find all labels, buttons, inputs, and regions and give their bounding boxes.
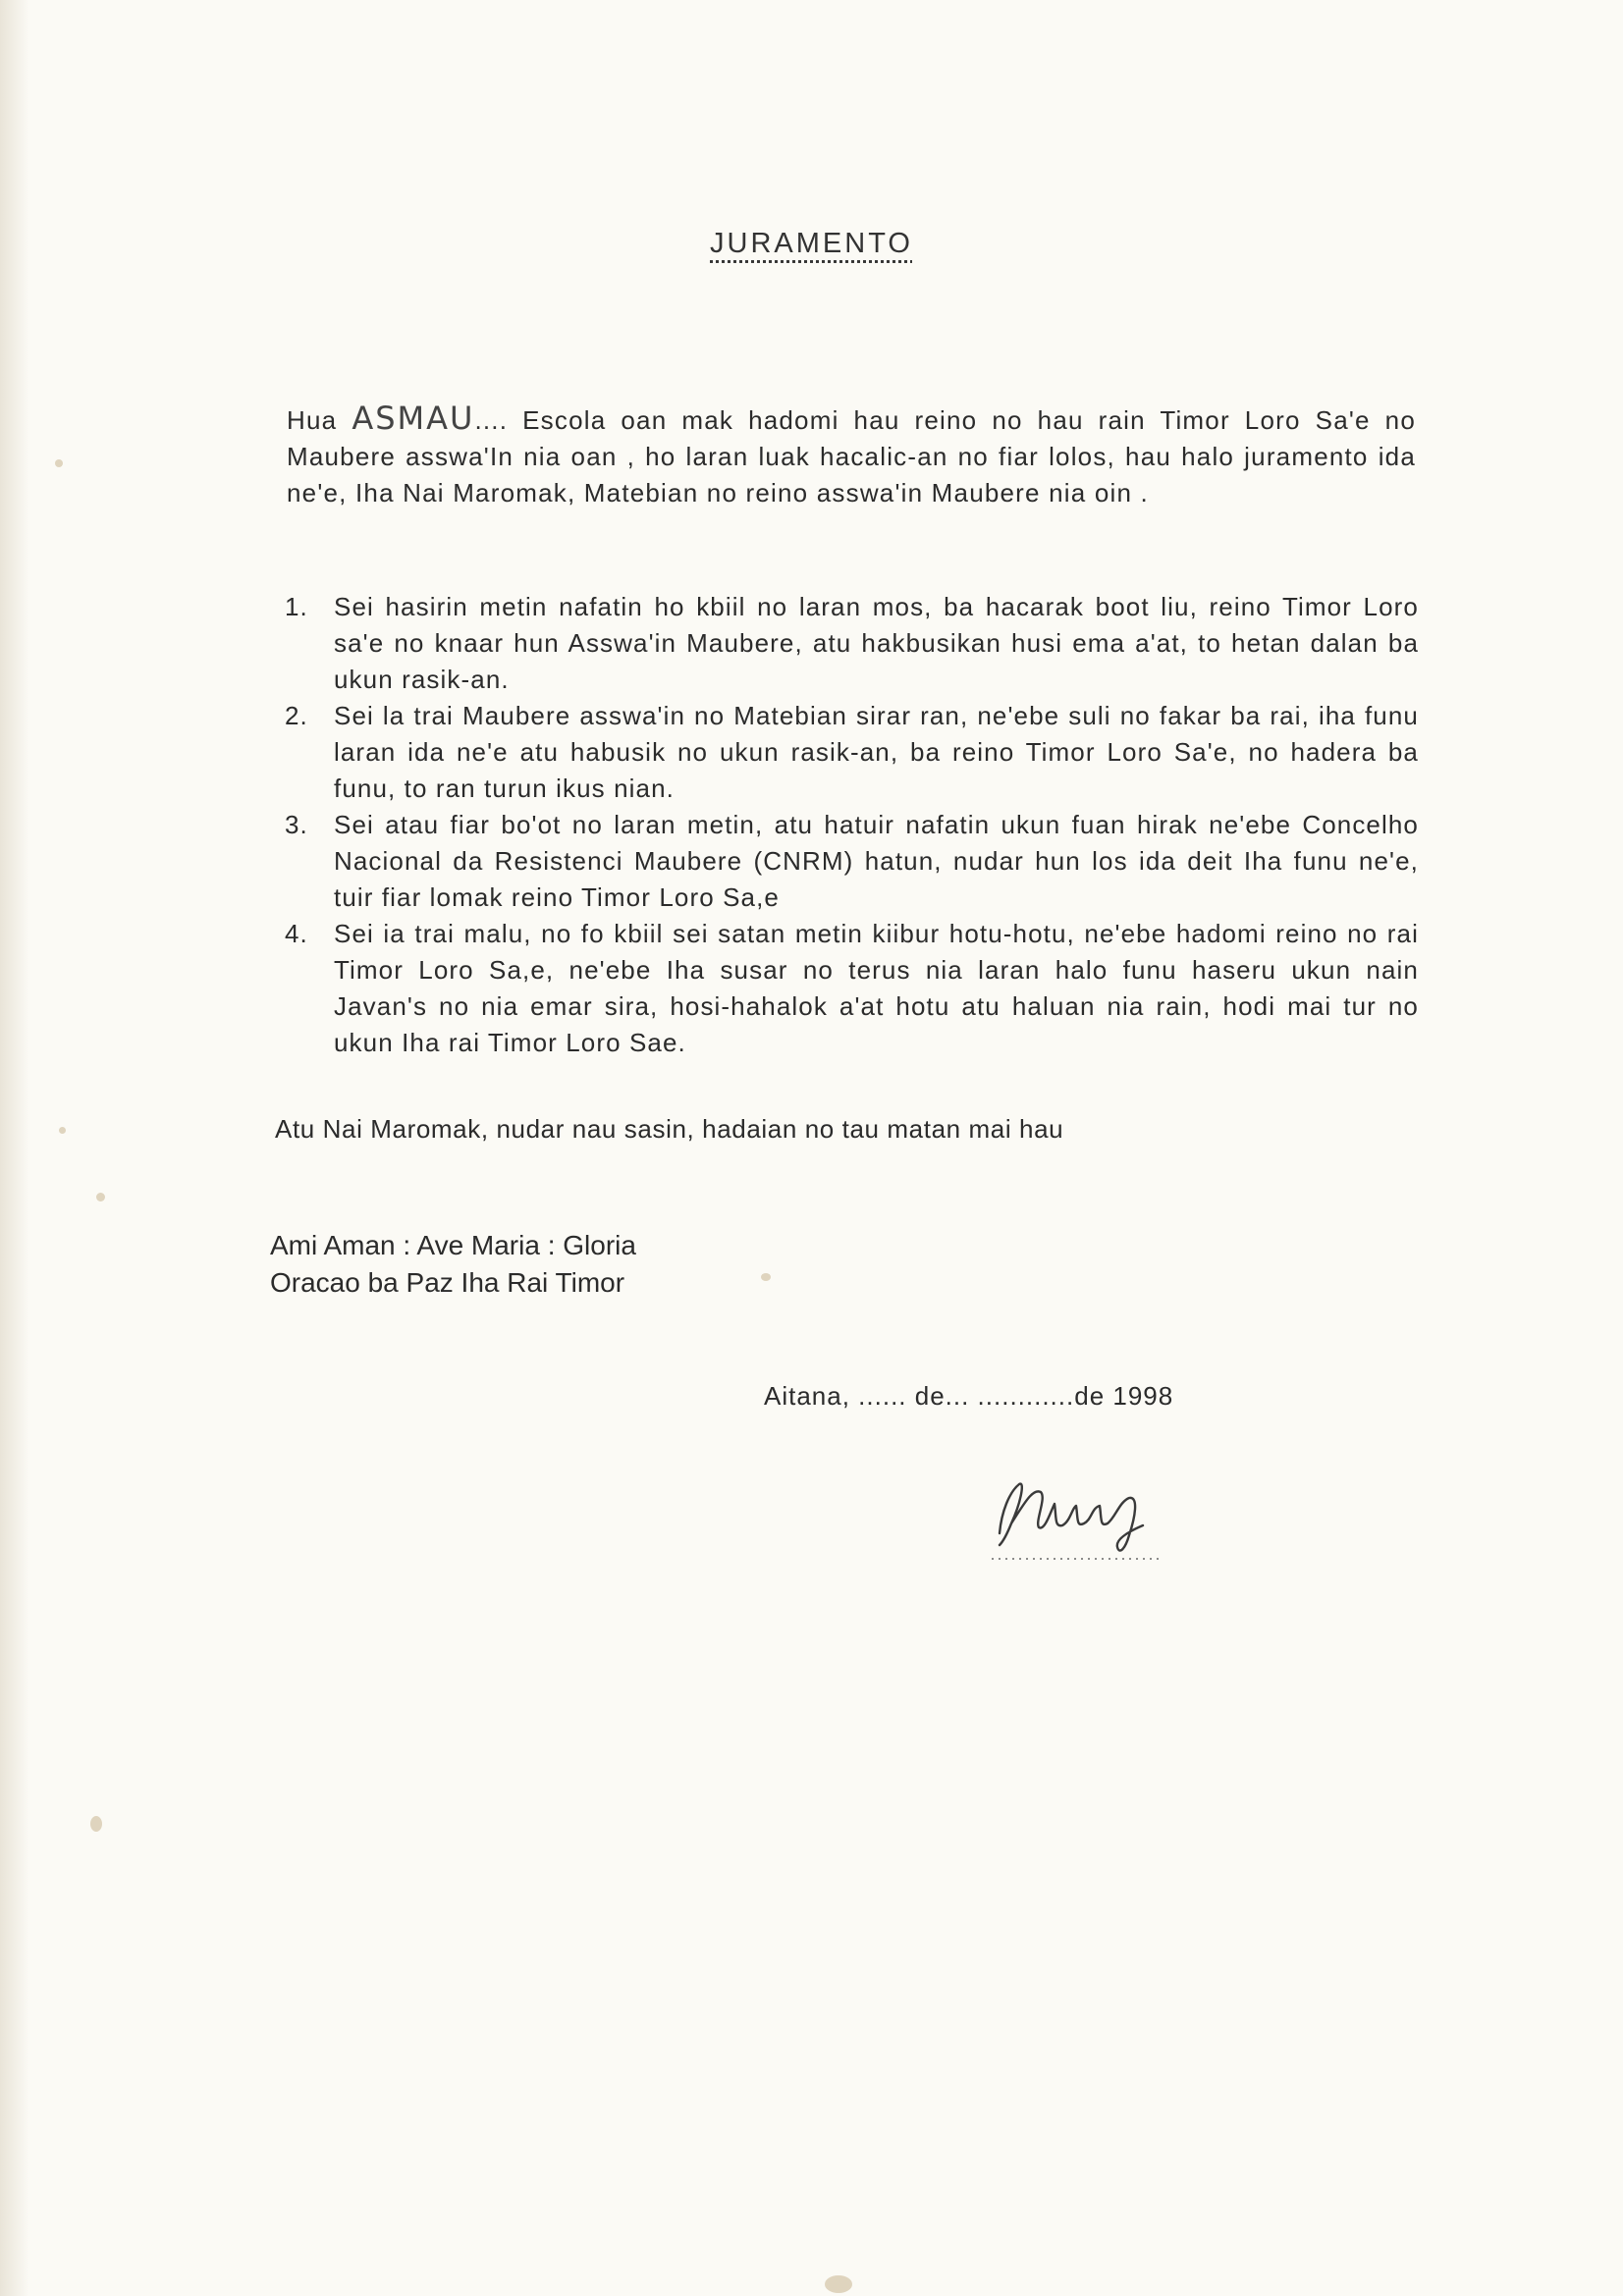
paper-stain [761, 1273, 771, 1281]
paper-stain [55, 459, 63, 467]
handwritten-signature [982, 1463, 1188, 1571]
oath-item-text: Sei la trai Maubere asswa'in no Matebian sirar ran, ne'ebe suli no fakar ba rai, iha funu laran ida ne'e atu habusik no ukun rasik-an, ba reino Timor Loro Sa'e, no hadera ba funu, to ran turun ikus nian. [334, 701, 1419, 803]
oath-item-number: 1. [285, 592, 308, 621]
oath-items [285, 589, 1419, 1061]
intro-paragraph [287, 400, 1416, 511]
prayer-block [270, 1227, 636, 1302]
oath-item-number: 3. [285, 810, 308, 839]
paper-stain [90, 1816, 102, 1832]
prayer-line: Ami Aman : Ave Maria : Gloria [270, 1230, 636, 1260]
document-title: JURAMENTO [710, 228, 913, 259]
oath-item [285, 698, 1419, 807]
prayer-line: Oracao ba Paz Iha Rai Timor [270, 1267, 625, 1298]
oath-item-text: Sei ia trai malu, no fo kbiil sei satan metin kiibur hotu-hotu, ne'ebe hadomi reino no rai Timor Loro Sa,e, ne'ebe Iha susar no terus nia laran halo funu haseru ukun nain Javan's no nia emar sira, hosi-hahalok a'at hotu atu haluan nia rain, hodi mai tur no ukun Iha rai Timor Loro Sae. [334, 919, 1419, 1057]
oath-item-number: 2. [285, 701, 308, 730]
oath-item-text: Sei hasirin metin nafatin ho kbiil no laran mos, ba hacarak boot liu, reino Timor Loro sa'e no knaar hun Asswa'in Maubere, atu hakbusikan husi ema a'at, to hetan dalan ba ukun rasik-an. [334, 592, 1419, 694]
oath-item [285, 807, 1419, 916]
intro-text: .... Escola oan mak hadomi hau reino no hau rain Timor Loro Sa'e no Maubere asswa'In nia oan , ho laran luak hacalic-an no fiar lolos, hau halo juramento ida ne'e, Iha Nai Maromak, Matebian no reino asswa'in Maubere nia oin . [287, 405, 1416, 507]
paper-stain [96, 1193, 105, 1201]
closing-line: Atu Nai Maromak, nudar nau sasin, hadaian no tau matan mai hau [275, 1114, 1064, 1144]
paper-stain [59, 1127, 66, 1134]
oath-item [285, 589, 1419, 698]
handwritten-name: ASMAU [352, 400, 475, 437]
paper-stain [825, 2275, 852, 2293]
oath-item-text: Sei atau fiar bo'ot no laran metin, atu hatuir nafatin ukun fuan hirak ne'ebe Concelho Nacional da Resistenci Maubere (CNRM) hatun, nudar hun los ida deit Iha funu ne'e, tuir fiar lomak reino Timor Loro Sa,e [334, 810, 1419, 912]
oath-item-number: 4. [285, 919, 308, 948]
oath-item [285, 916, 1419, 1061]
intro-prefix: Hua [287, 405, 338, 435]
date-line: Aitana, ...... de... ............de 1998 [764, 1381, 1174, 1411]
paper-edge-shadow [0, 0, 29, 2296]
